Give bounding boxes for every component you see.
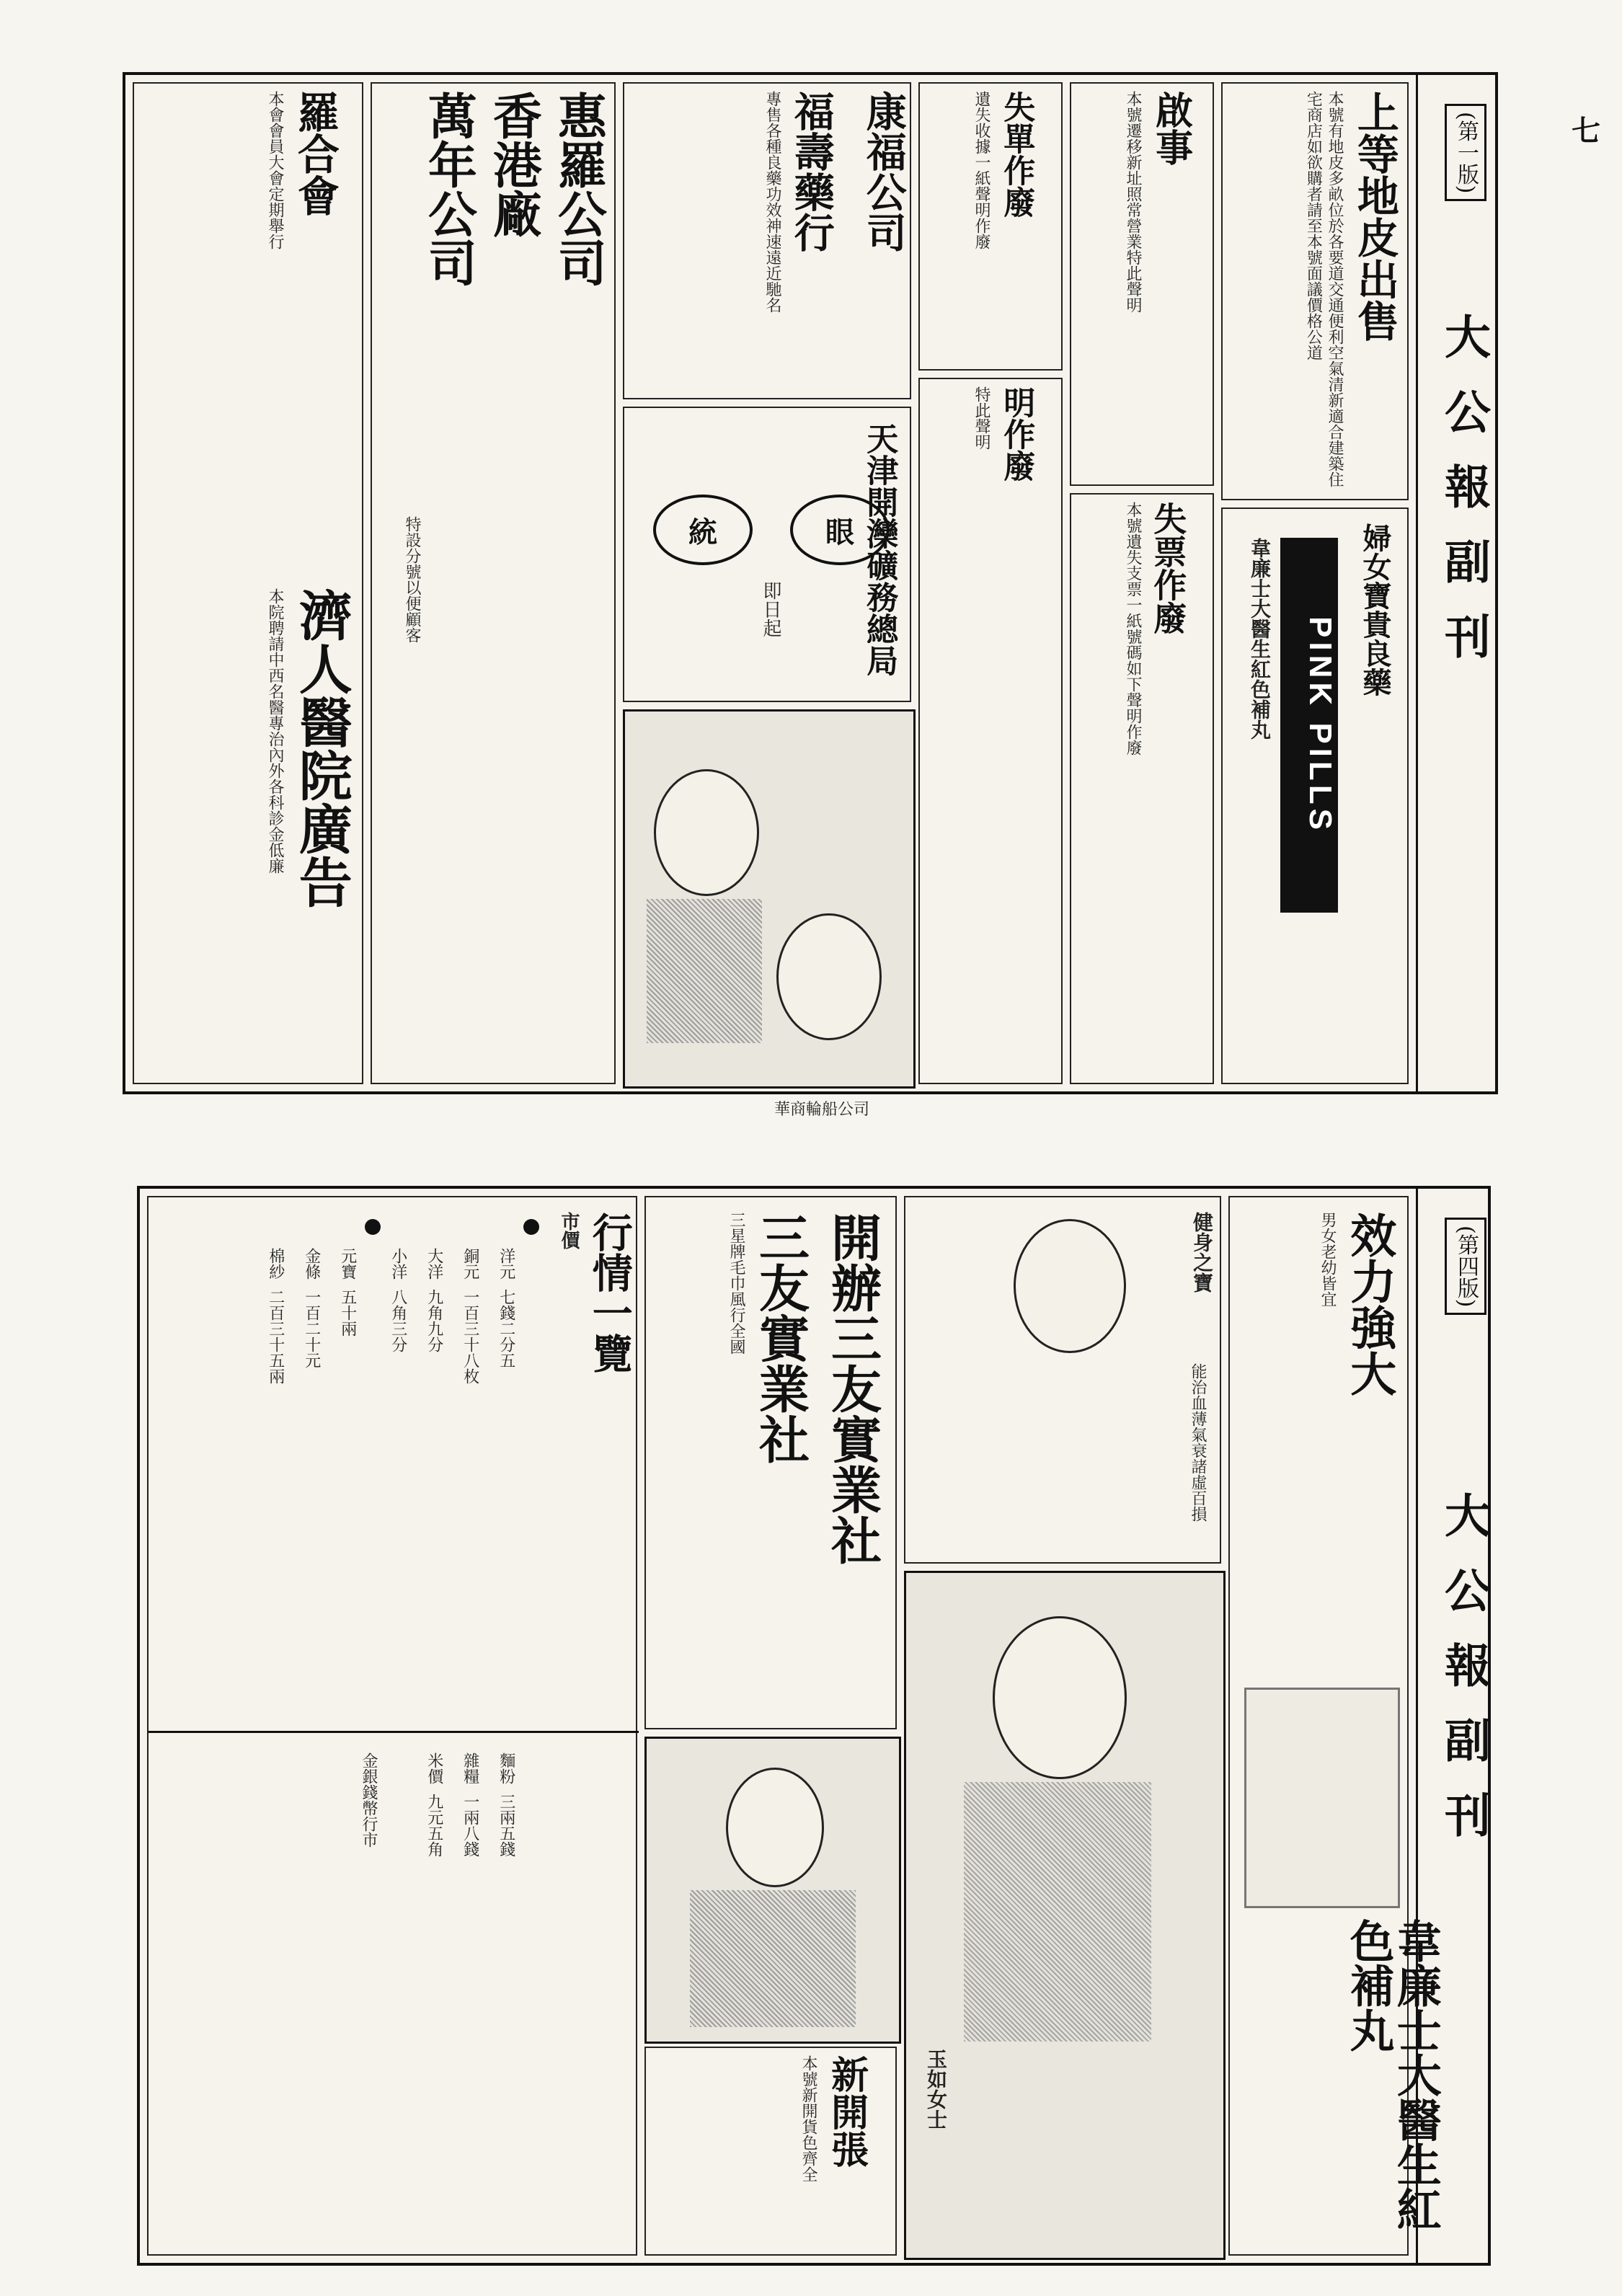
ad-title: 效力強大 <box>1342 1212 1397 1396</box>
price-row: 麵粉 三兩五錢 <box>497 1752 515 1858</box>
ad-box <box>1070 82 1214 486</box>
ad-body: 本號遷移新址照常營業特此聲明 <box>1124 91 1142 313</box>
ad-body: 本號新開貨色齊全 <box>799 2055 817 2182</box>
ad-title: 開辦三友實業社 <box>823 1212 883 1565</box>
ad-box <box>1221 82 1409 500</box>
face-illustration <box>993 1616 1127 1779</box>
portrait-illustration <box>904 1571 1226 2260</box>
section-number: (第一版) <box>1445 104 1486 201</box>
ad-body: 能治血薄氣衰諸虛百損 <box>1189 1363 1207 1522</box>
oval-stamp: 統 <box>653 495 753 565</box>
pill-ad <box>1221 507 1409 1084</box>
medical-body: 本院聘請中西名醫專治內外各科診金低廉 <box>266 588 284 874</box>
ad-title: 康福公司 <box>859 91 908 252</box>
section-number: (第四版) <box>1445 1218 1486 1315</box>
page-folio: 七 <box>1572 114 1600 148</box>
between-pages-strip: 華商輪船公司 <box>774 1101 869 1119</box>
ad-title: 韋廉士大醫生紅色補丸 <box>1342 1918 1442 2231</box>
portrait2-caption: 健身之寶 <box>1190 1212 1214 1293</box>
ad-body: 本號有地皮多畝位於各要道交通便利空氣清新適合建築住宅商店如欲購者請至本號面議價格公道 <box>1304 91 1344 487</box>
ad-title: 新開張 <box>824 2055 869 2168</box>
price-row: 棉紗 二百三十五兩 <box>266 1248 285 1385</box>
ad-box <box>904 1196 1221 1564</box>
photo-halftone <box>1244 1688 1400 1908</box>
price-row: 洋元 七錢二分五 <box>497 1248 515 1369</box>
figure-illustration <box>644 1737 901 2044</box>
oval-caption: 即日起 <box>760 581 781 637</box>
ad-body: 三星牌毛巾風行全國 <box>727 1212 745 1355</box>
ad-body: 男女老幼皆宜 <box>1319 1212 1337 1307</box>
ad-box <box>623 82 911 399</box>
newspaper-page-bottom <box>137 1186 1491 2266</box>
ad-title: 上等地皮出售 <box>1350 91 1399 342</box>
price-row: 雜糧 一兩八錢 <box>461 1752 479 1858</box>
column-rule <box>1416 75 1418 1091</box>
medical-title: 濟人醫院廣告 <box>290 588 353 908</box>
price-row: 米價 九元五角 <box>425 1752 443 1858</box>
ad-box <box>918 378 1063 1084</box>
table-divider <box>149 1731 639 1733</box>
masthead: 大公報副刊 <box>1437 1491 1491 1866</box>
price-row: 大洋 九角九分 <box>425 1248 443 1353</box>
masthead: 大公報副刊 <box>1437 313 1491 688</box>
ad-body: 專售各種良藥功效神速遠近馳名 <box>763 91 781 313</box>
ad-body: 特此聲明 <box>972 386 991 450</box>
clothing-shading <box>647 899 762 1043</box>
ad-body: 本號遺失支票一紙號碼如下聲明作廢 <box>1124 502 1142 755</box>
face-illustration <box>726 1768 824 1887</box>
ad-title: 香港廠 <box>484 91 543 238</box>
ad-title: 失票作廢 <box>1148 502 1188 634</box>
ad-title: 天津開灤礦務總局 <box>861 422 898 676</box>
ad-box <box>1228 1196 1442 2256</box>
face-illustration <box>1014 1219 1126 1353</box>
market-prices-table <box>147 1196 637 2256</box>
pill-ad-footer: 韋廉士大醫生紅色補丸 <box>1248 538 1272 740</box>
price-row: 金條 一百二十元 <box>302 1248 321 1369</box>
pill-ad-title: 婦女寶貴良藥 <box>1358 523 1392 696</box>
ad-body: 本會會員大會定期舉行 <box>266 91 284 249</box>
oval-stamp: 眼 <box>790 495 890 565</box>
ad-title: 羅合會 <box>290 91 340 216</box>
ad-box <box>1070 493 1214 1084</box>
ad-box <box>918 82 1063 371</box>
portrait-illustration <box>623 709 916 1089</box>
ad-title: 福壽藥行 <box>787 91 836 252</box>
ad-box <box>623 407 911 702</box>
ad-box <box>644 2047 897 2256</box>
portrait-caption: 玉如女士 <box>924 2049 948 2129</box>
ad-box <box>371 82 616 1084</box>
prices-label: 市價 <box>558 1212 580 1249</box>
face-illustration <box>776 913 882 1040</box>
prices-heading: 行情一覽 <box>585 1212 634 1373</box>
market-notes: 金銀錢幣行市 <box>360 1752 378 1848</box>
ad-title: 惠羅公司 <box>549 91 608 287</box>
price-row: 小洋 八角三分 <box>389 1248 407 1353</box>
ad-box <box>133 82 363 1084</box>
bullet-icon <box>523 1219 539 1235</box>
price-row: 元寶 五十兩 <box>338 1248 357 1337</box>
ad-body: 遺失收據一紙聲明作廢 <box>972 91 991 249</box>
ad-title: 啟事 <box>1148 91 1193 166</box>
ad-title: 萬年公司 <box>420 91 478 287</box>
newspaper-page-top <box>123 72 1498 1094</box>
clothing-shading <box>964 1782 1151 2042</box>
ad-box <box>644 1196 897 1729</box>
face-illustration <box>654 769 759 896</box>
bullet-icon <box>365 1219 381 1235</box>
pink-pills-logo: PINK PILLS <box>1280 538 1338 913</box>
clothing-shading <box>690 1890 856 2027</box>
ad-body: 特設分號以便顧客 <box>403 516 421 643</box>
ad-title: 三友實業社 <box>750 1212 811 1464</box>
ad-title: 失單作廢 <box>998 91 1035 218</box>
price-row: 銅元 一百三十八枚 <box>461 1248 479 1385</box>
ad-title: 明作廢 <box>998 386 1035 482</box>
